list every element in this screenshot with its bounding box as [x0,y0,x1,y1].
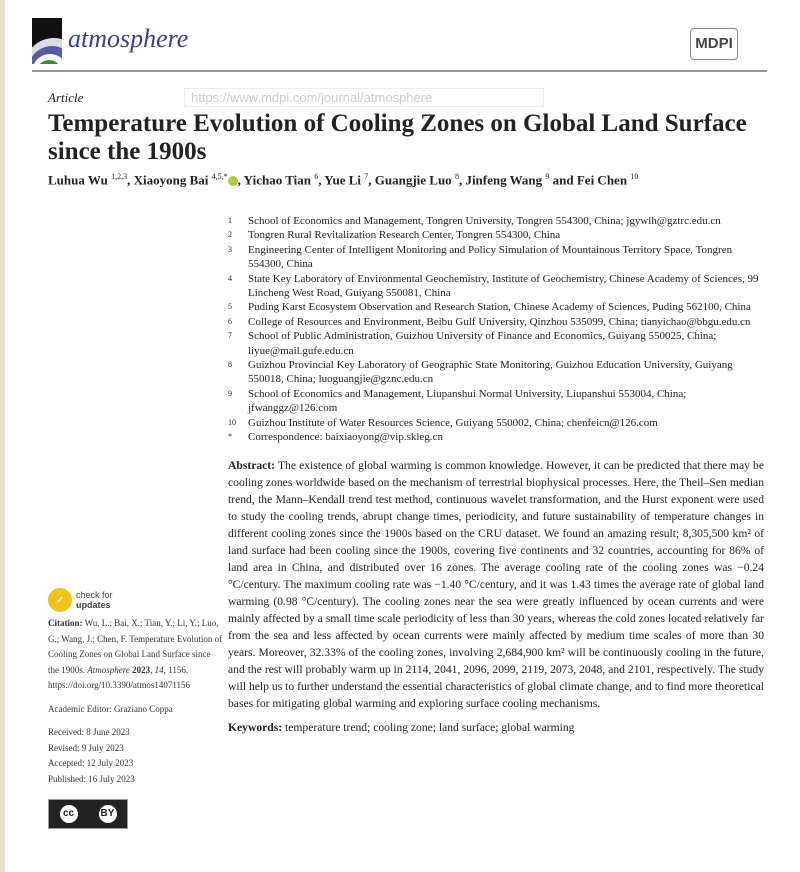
affiliation-number: 1 [228,216,232,225]
dates [48,725,223,787]
affiliation-text: Guizhou Institute of Water Resources Science, Guiyang 550002, China; chenfeicn@126.com [248,416,658,429]
affiliation-item [228,243,768,272]
orcid-icon[interactable] [228,176,238,186]
journal-logo [32,18,62,64]
header-divider [32,70,767,72]
citation-doi[interactable]: , 1156. https://doi.org/10.3390/atmos14071156 [48,664,191,690]
author: Jinfeng Wang [465,172,543,188]
affiliation-number: 6 [228,316,232,326]
affiliation-number: 10 [228,417,236,427]
cc-by-license-badge[interactable] [48,799,128,829]
affiliation-number: * [228,432,232,442]
affiliation-text: Correspondence: baixiaoyong@vip.skleg.cn [248,431,443,444]
author: Fei Chen [576,172,628,188]
date-item: Received: 8 June 2023 [48,727,130,737]
affiliation-text: Puding Karst Ecosystem Observation and Research Station, Chinese Academy of Sciences, Puding 562100, China [248,301,751,314]
affiliation-item [228,272,768,301]
affiliation-item [228,300,768,314]
affiliation-item [228,315,768,329]
affiliation-number: 8 [228,360,232,370]
date-item: Revised: 9 July 2023 [48,742,124,753]
citation-volume: 14 [154,664,164,675]
cc-icon: cc [60,805,78,823]
affiliation-item [228,228,768,242]
citation-label: Citation: [48,618,83,628]
author-affiliation-ref: 9 [545,172,550,181]
author-affiliation-ref: 7 [364,172,369,181]
check-for-updates-button[interactable] [48,588,223,612]
affiliation-text: School of Economics and Management, Liupanshui Normal University, Liupanshui 553004, China; jfwanggz@126.com [248,387,687,415]
affiliation-text: School of Economics and Management, Tongren University, Tongren 554300, China; jgywlh@gztrc.edu.cn [248,215,721,227]
affiliation-text: Tongren Rural Revitalization Research Center, Tongren 554300, China [248,229,561,242]
author-affiliation-ref: 8 [454,172,459,181]
sidebar [48,588,223,829]
check-updates-line2: updates [76,600,111,610]
affiliation-text: School of Public Administration, Guizhou University of Finance and Economics, Guiyang 550025, China; liyue@mail.gufe.edu.cn [248,330,717,357]
affiliation-text: Guizhou Provincial Key Laboratory of Geographic State Monitoring, Guizhou Education University, Guiyang 550018, China; luoguangjie@gznc.edu.cn [248,359,733,386]
keywords-label: Keywords: [228,720,283,734]
check-updates-line1: check for [76,590,113,600]
affiliation-item [228,329,768,358]
author: Xiaoyong Bai [133,172,209,188]
affiliation-number: 2 [228,230,232,240]
by-icon: BY [99,805,117,823]
affiliation-item [228,416,768,430]
citation-year: 2023 [132,664,151,675]
url-overlay[interactable]: https://www.mdpi.com/journal/atmosphere [184,88,544,107]
affiliation-item [228,430,768,444]
author: Luhua Wu [48,172,108,188]
citation: Citation: Wu, L.; Bai, X.; Tian, Y.; Li, Y.; Luo, G.; Wang, J.; Chen, F. Temperature Evolution of Cooling Zones on Global Land Surface since the 1900s. Atmosphere 2023, 14, 1156. https://doi.org/10.3390/atmos14071156 [48,618,223,690]
author-affiliation-ref: 4,5,* [211,172,228,181]
date-item: Accepted: 12 July 2023 [48,758,134,768]
page-edge [0,0,5,872]
affiliation-item [228,214,768,228]
affiliation-number: 7 [228,331,232,341]
article-type: Article [48,90,84,105]
academic-editor: Academic Editor: Graziano Coppa [48,703,173,714]
affiliation-number: 3 [228,244,232,254]
affiliation-text: Engineering Center of Intelligent Monitoring and Policy Simulation of Mountainous Territory Space, Tongren 554300, China [248,243,733,271]
keywords [228,720,768,736]
abstract-label: Abstract: [228,458,276,472]
author: Yue Li [324,172,361,188]
affiliation-item [228,358,768,387]
affiliations [228,214,768,445]
abstract [228,457,764,712]
author-affiliation-ref: 10 [630,172,639,181]
author: Guangjie Luo [374,172,452,188]
date-item: Published: 16 July 2023 [48,773,135,784]
abstract-text: The existence of global warming is common knowledge. However, it can be predicted that there may be cooling zones worldwide based on the mechanism of terrestrial biophysical processes. Here, the Theil–Sen median trend, the Mann–Kendall trend test method, continuous wavelet transformation, and the Hurst exponent were used to study the cooling trends, abrupt change times, periodicity, and future sustainability of temperature changes in different cooling zones since the 1900s based on the CRU dataset. We found an amazing result; 8,305,500 km² of land surface had been cooling since the 1900s, covering five continents and 32 countries, accounting for 86% of land area in China, and distributed over 16 zones. The average cooling rate of the cooling zones was −0.24 °C/century. The maximum cooling rate was −1.40 °C/century, and it was 1.43 times the average rate of global land warming (0.98 °C/century). The cooling zones near the sea were greatly influenced by ocean currents and were mainly affected by a small time scale periodicity of less than 30 years, whereas the cold zones located relatively far from the sea and less affected by ocean currents were mainly affected by medium time scales of more than 30 years. Moreover, 32.33% of the cooling zones, involving 2,684,900 km² will be continuously cooling in the future, and the rest will probably warm up in 2114, 2041, 2096, 2099, 2119, 2073, 2048, and 2101, respectively. The study will help us to further understand the essential characteristics of global climate change, and to find more theoretical bases for mitigating global warming and exploring surface cooling mechanisms. [228,458,764,710]
main-column [228,214,768,736]
author: Yichao Tian [243,172,311,188]
affiliation-number: 9 [228,388,232,398]
affiliation-item [228,387,768,416]
citation-text: Wu, L.; Bai, X.; Tian, Y.; Li, Y.; Luo, G.; Wang, J.; Chen, F. Temperature Evolution of Cooling Zones on Global Land Surface since the 1900s. [48,618,223,675]
author-affiliation-ref: 1,2,3 [111,172,128,181]
citation-journal: Atmosphere [87,664,130,675]
author-list: Luhua Wu $^{1,2,3}$, Xiaoyong Bai $^{4,5,*}$ , Yichao Tian $^6$, Yue Li $^7$, Guangjie Luo $^8$, Jinfeng Wang $^9$ and Fei Chen $^{10}$ [48,172,639,188]
author-affiliation-ref: 6 [314,172,319,181]
affiliation-number: 5 [228,302,232,312]
affiliation-text: State Key Laboratory of Environmental Geochemistry, Institute of Geochemistry, Chinese Academy of Sciences, 99 Lincheng West Road, Guiyang 550081, China [248,272,759,300]
mdpi-logo: MDPI [690,28,738,60]
checkmark-icon: ✓ [48,588,72,612]
affiliation-text: College of Resources and Environment, Beibu Gulf University, Qinzhou 535099, China; tianyichao@bbgu.edu.cn [248,315,751,328]
paper-title: Temperature Evolution of Cooling Zones on Global Land Surface since the 1900s [48,110,747,165]
journal-name: atmosphere [68,24,189,53]
keywords-text: temperature trend; cooling zone; land surface; global warming [285,720,575,734]
affiliation-number: 4 [228,273,232,283]
